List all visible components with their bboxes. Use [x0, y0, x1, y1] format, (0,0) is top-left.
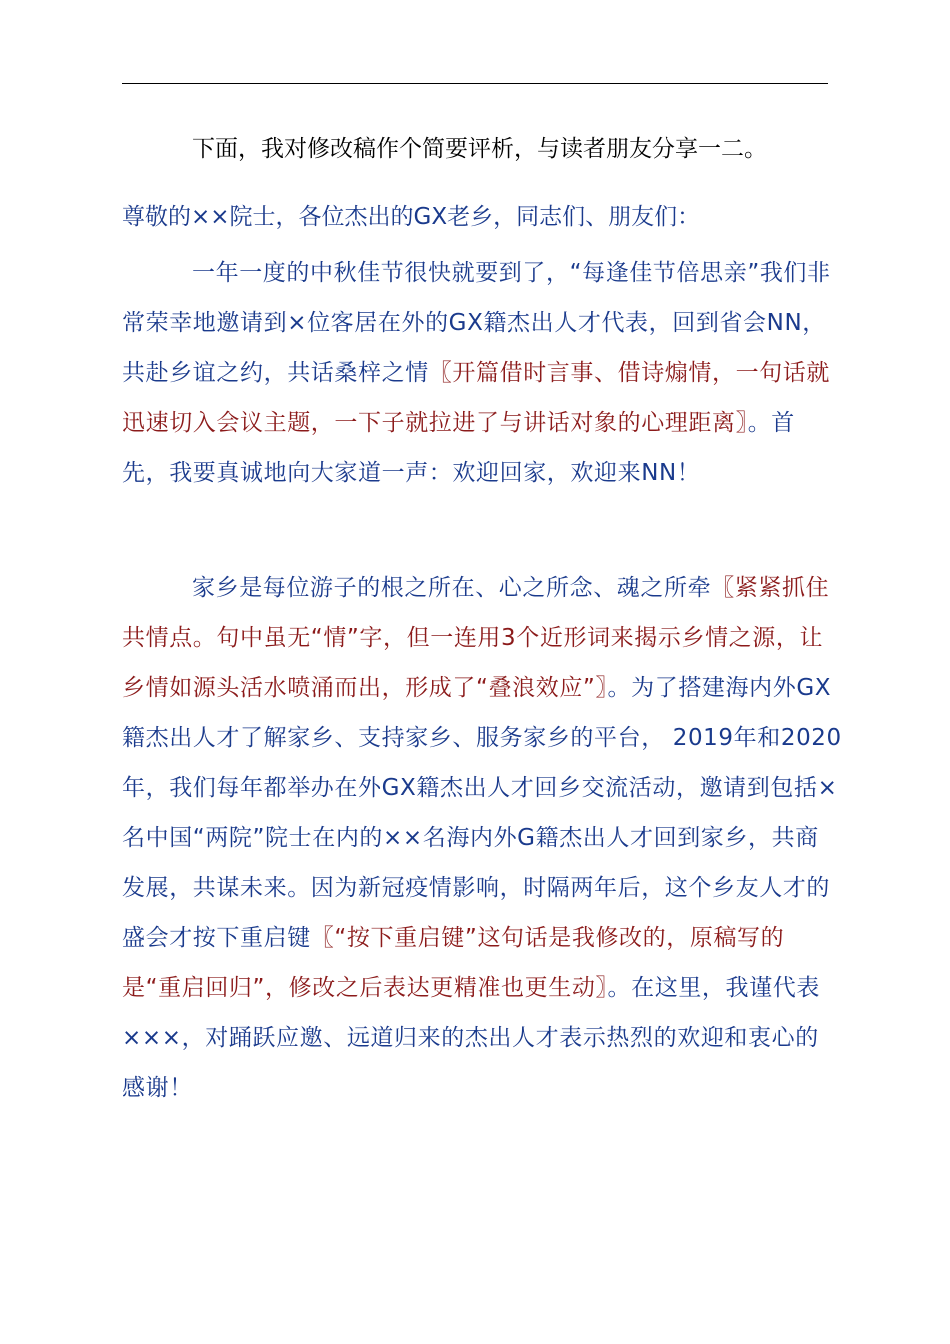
- intro-line: 下面，我对修改稿作个简要评析，与读者朋友分享一二。: [192, 136, 767, 162]
- paragraph-2: [122, 563, 842, 1113]
- paragraph-2-text-b: 。为了搭建海内外GX籍杰出人才了解家乡、支持家乡、服务家乡的平台， 2019年和2020年，我们每年都举办在外GX籍杰出人才回乡交流活动，邀请到包括×名中国“两院”院士在内的××名海内外G籍杰出人才回到家乡，共商发展，共谋未来。因为新冠疫情影响，时隔两年后，这个乡友人才的盛会才按下重启键: [122, 675, 842, 951]
- paragraph-2-text-a: 家乡是每位游子的根之所在、心之所念、魂之所牵: [192, 575, 712, 601]
- paragraph-2-comment-2: 〖“按下重启键”这句话是我修改的，原稿写的是“重启回归”，修改之后表达更精准也更生动〗: [122, 925, 785, 1001]
- paragraph-2-comment-1: 〖紧紧抓住共情点。句中虽无“情”字，但一连用3个近形词来揭示乡情之源，让乡情如源头活水喷涌而出，形成了“叠浪效应”〗: [122, 575, 830, 701]
- paragraph-2-text-d: 。在这里，我谨代表×××，对踊跃应邀、远道归来的杰出人才表示热烈的欢迎和衷心的感谢！: [122, 975, 820, 1101]
- salutation: 尊敬的××院士，各位杰出的GX老乡，同志们、朋友们：: [122, 204, 701, 230]
- paragraph-1-text-b: 。首先，我要真诚地向大家道一声：欢迎回家，欢迎来NN！: [122, 410, 795, 486]
- paragraph-1-comment: 〖开篇借时言事、借诗煽情，一句话就迅速切入会议主题，一下子就拉进了与讲话对象的心理距离〗: [122, 360, 831, 436]
- header-rule: [122, 83, 828, 84]
- paragraph-1: [122, 248, 842, 498]
- paragraph-1-text-a: 一年一度的中秋佳节很快就要到了，“每逢佳节倍思亲”我们非常荣幸地邀请到×位客居在外的GX籍杰出人才代表，回到省会NN，共赴乡谊之约，共话桑梓之情: [122, 260, 831, 386]
